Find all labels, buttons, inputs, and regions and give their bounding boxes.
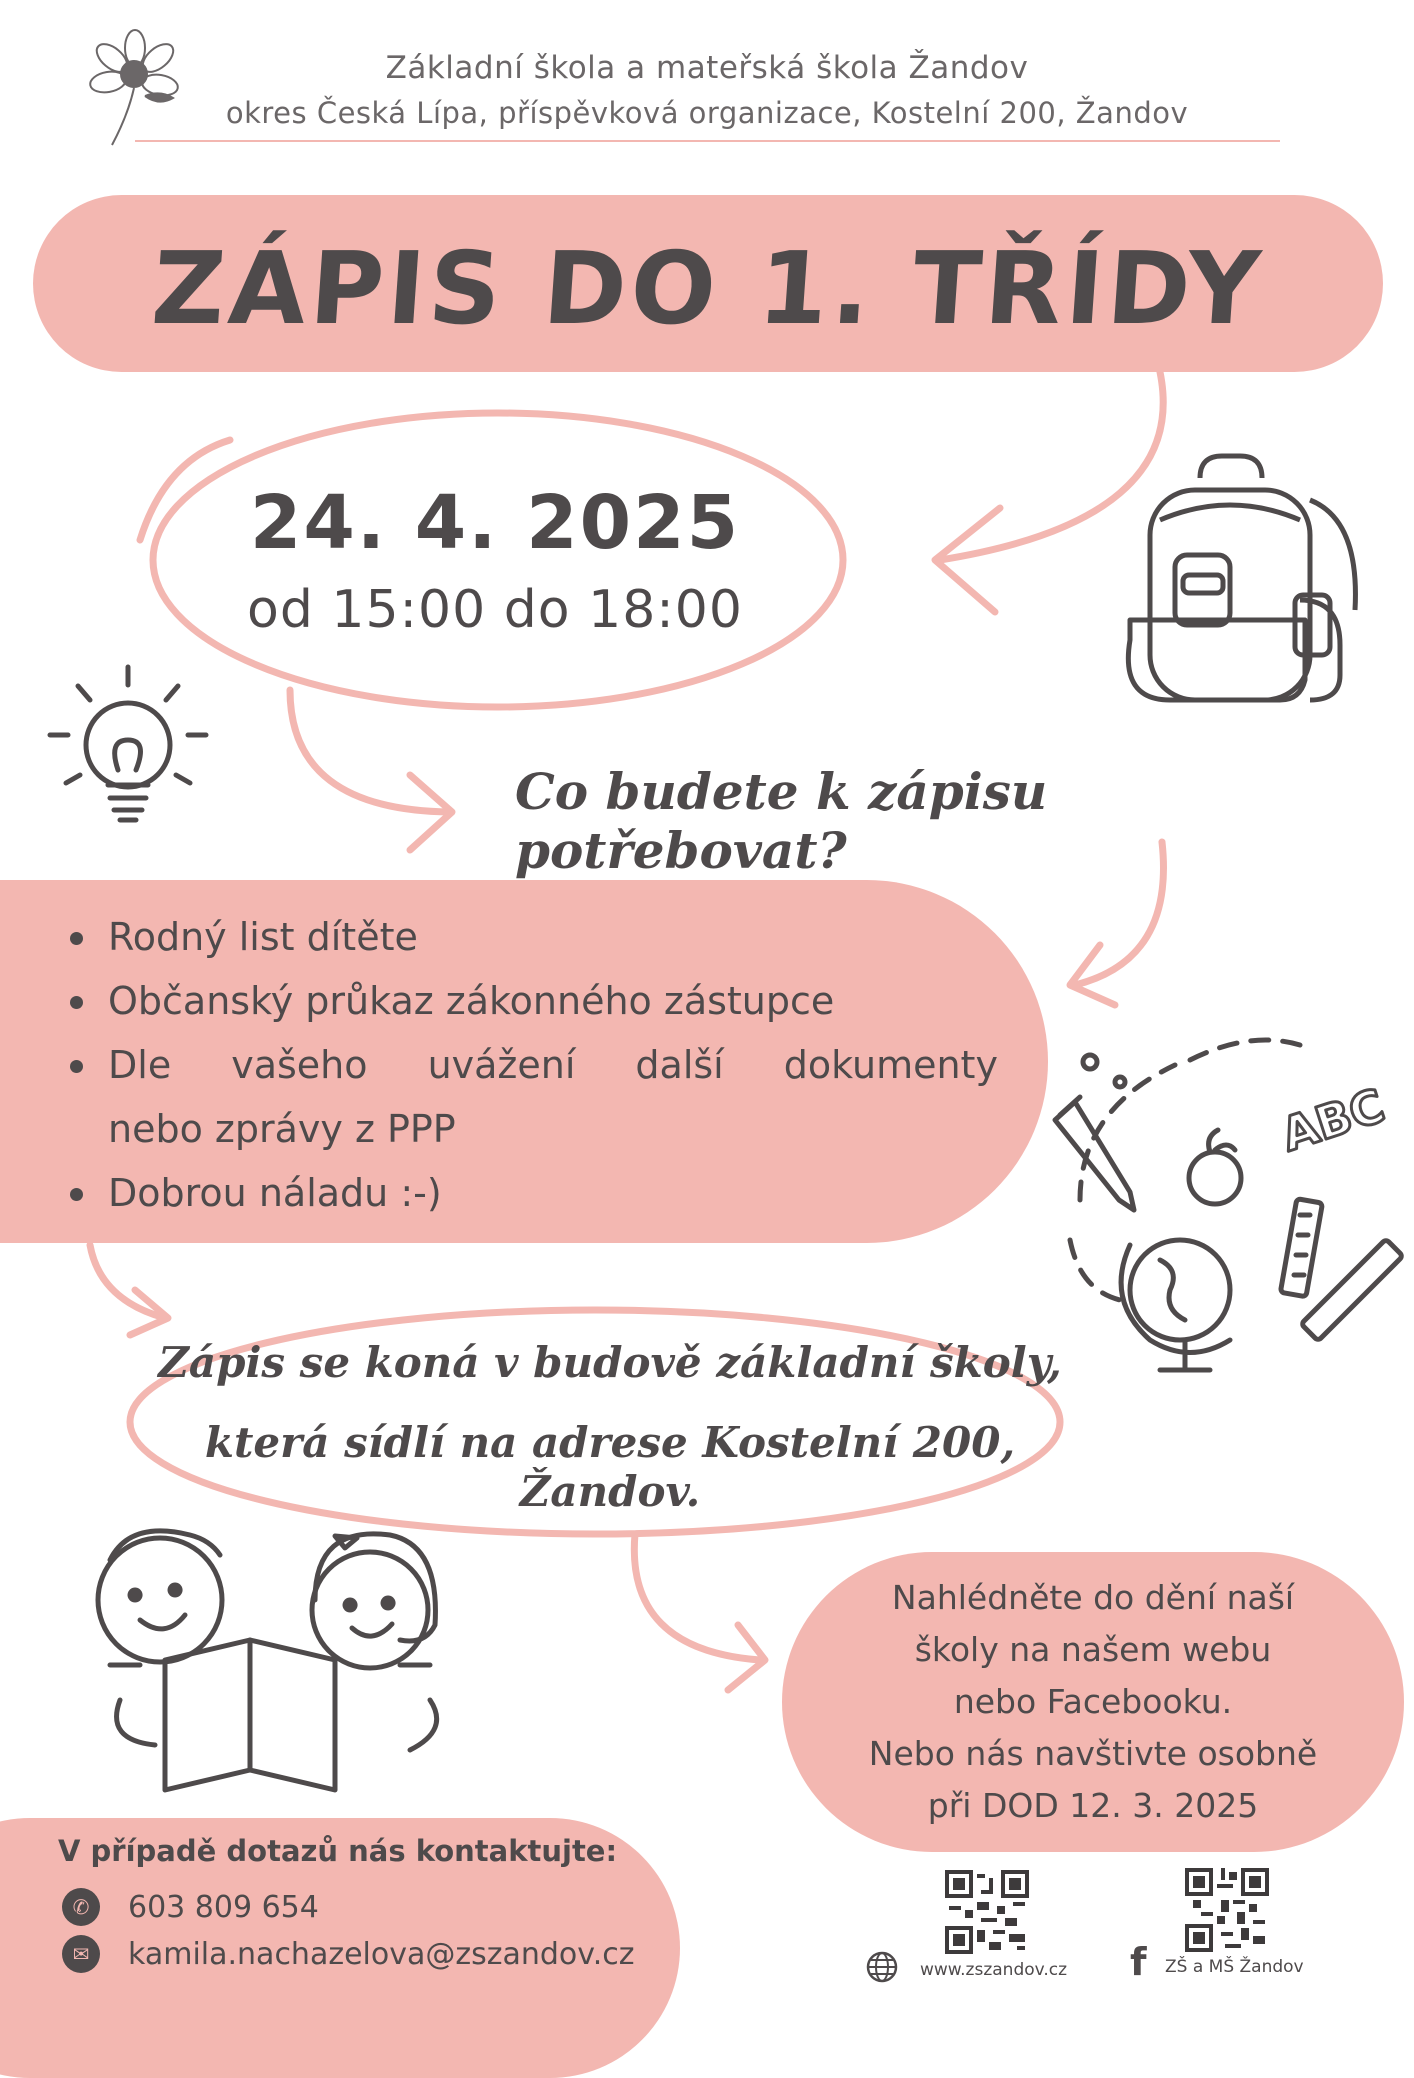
globe-icon [865, 1950, 899, 1984]
requirements-list [62, 905, 998, 1225]
list-item-justified-line: Dle vašeho uvážení další dokumenty [108, 1043, 998, 1087]
facebook-icon: f [1130, 1940, 1147, 1984]
lightbulb-icon [50, 667, 206, 820]
web-qr-label[interactable]: www.zszandov.cz [920, 1960, 1068, 1980]
list-item-continuation: nebo zprávy z PPP [108, 1107, 456, 1151]
contact-email[interactable]: kamila.nachazelova@zszandov.cz [128, 1936, 635, 1972]
requirements-question: Co budete k zápisu potřebovat? [515, 762, 1048, 880]
arrow-location-to-web [634, 1534, 760, 1660]
list-item: Občanský průkaz zákonného zástupce [62, 969, 942, 1033]
header-divider [135, 140, 1280, 142]
web-info-line-2: školy na našem webu [914, 1630, 1272, 1669]
svg-text:ABC: ABC [1274, 1078, 1391, 1162]
bullet-icon [70, 1060, 83, 1073]
mail-icon: ✉ [62, 1935, 100, 1973]
bullet-icon [70, 996, 83, 1009]
web-info-line-4: Nebo nás navštivte osobně [868, 1734, 1318, 1773]
event-date: 24. 4. 2025 [249, 480, 741, 566]
facebook-qr-label[interactable]: ZŠ a MŠ Žandov [1165, 1957, 1304, 1977]
school-name: Základní škola a mateřská škola Žandov [385, 50, 1029, 86]
web-info-line-1: Nahlédněte do dění naší [891, 1578, 1295, 1617]
list-item [62, 1033, 998, 1097]
contact-email-row [62, 1935, 634, 1973]
bullet-icon [70, 1188, 83, 1201]
location-line-1: Zápis se koná v budově základní školy, [158, 1338, 1062, 1387]
contact-heading: V případě dotazů nás kontaktujte: [58, 1834, 618, 1868]
page-title: ZÁPIS DO 1. TŘÍDY [148, 230, 1268, 347]
bullet-icon [70, 932, 83, 945]
web-qr-code[interactable] [945, 1870, 1029, 1954]
contact-phone[interactable]: 603 809 654 [128, 1889, 319, 1925]
kids-reading-icon [98, 1531, 437, 1790]
event-time: od 15:00 do 18:00 [247, 580, 743, 640]
facebook-qr-code[interactable] [1185, 1868, 1269, 1952]
phone-icon: ✆ [62, 1888, 100, 1926]
list-item: Rodný list dítěte [62, 905, 942, 969]
list-item: Dobrou náladu :-) [62, 1161, 942, 1225]
web-info-line-5: při DOD 12. 3. 2025 [927, 1786, 1259, 1825]
contact-phone-row [62, 1888, 319, 1926]
location-line-2: která sídlí na adrese Kostelní 200, Žandov. [204, 1418, 1016, 1516]
school-address: okres Česká Lípa, příspěvková organizace, Kostelní 200, Žandov [225, 96, 1189, 130]
web-info-line-3: nebo Facebooku. [953, 1682, 1233, 1721]
school-supplies-icon [1055, 1040, 1403, 1370]
backpack-icon [1128, 456, 1355, 700]
